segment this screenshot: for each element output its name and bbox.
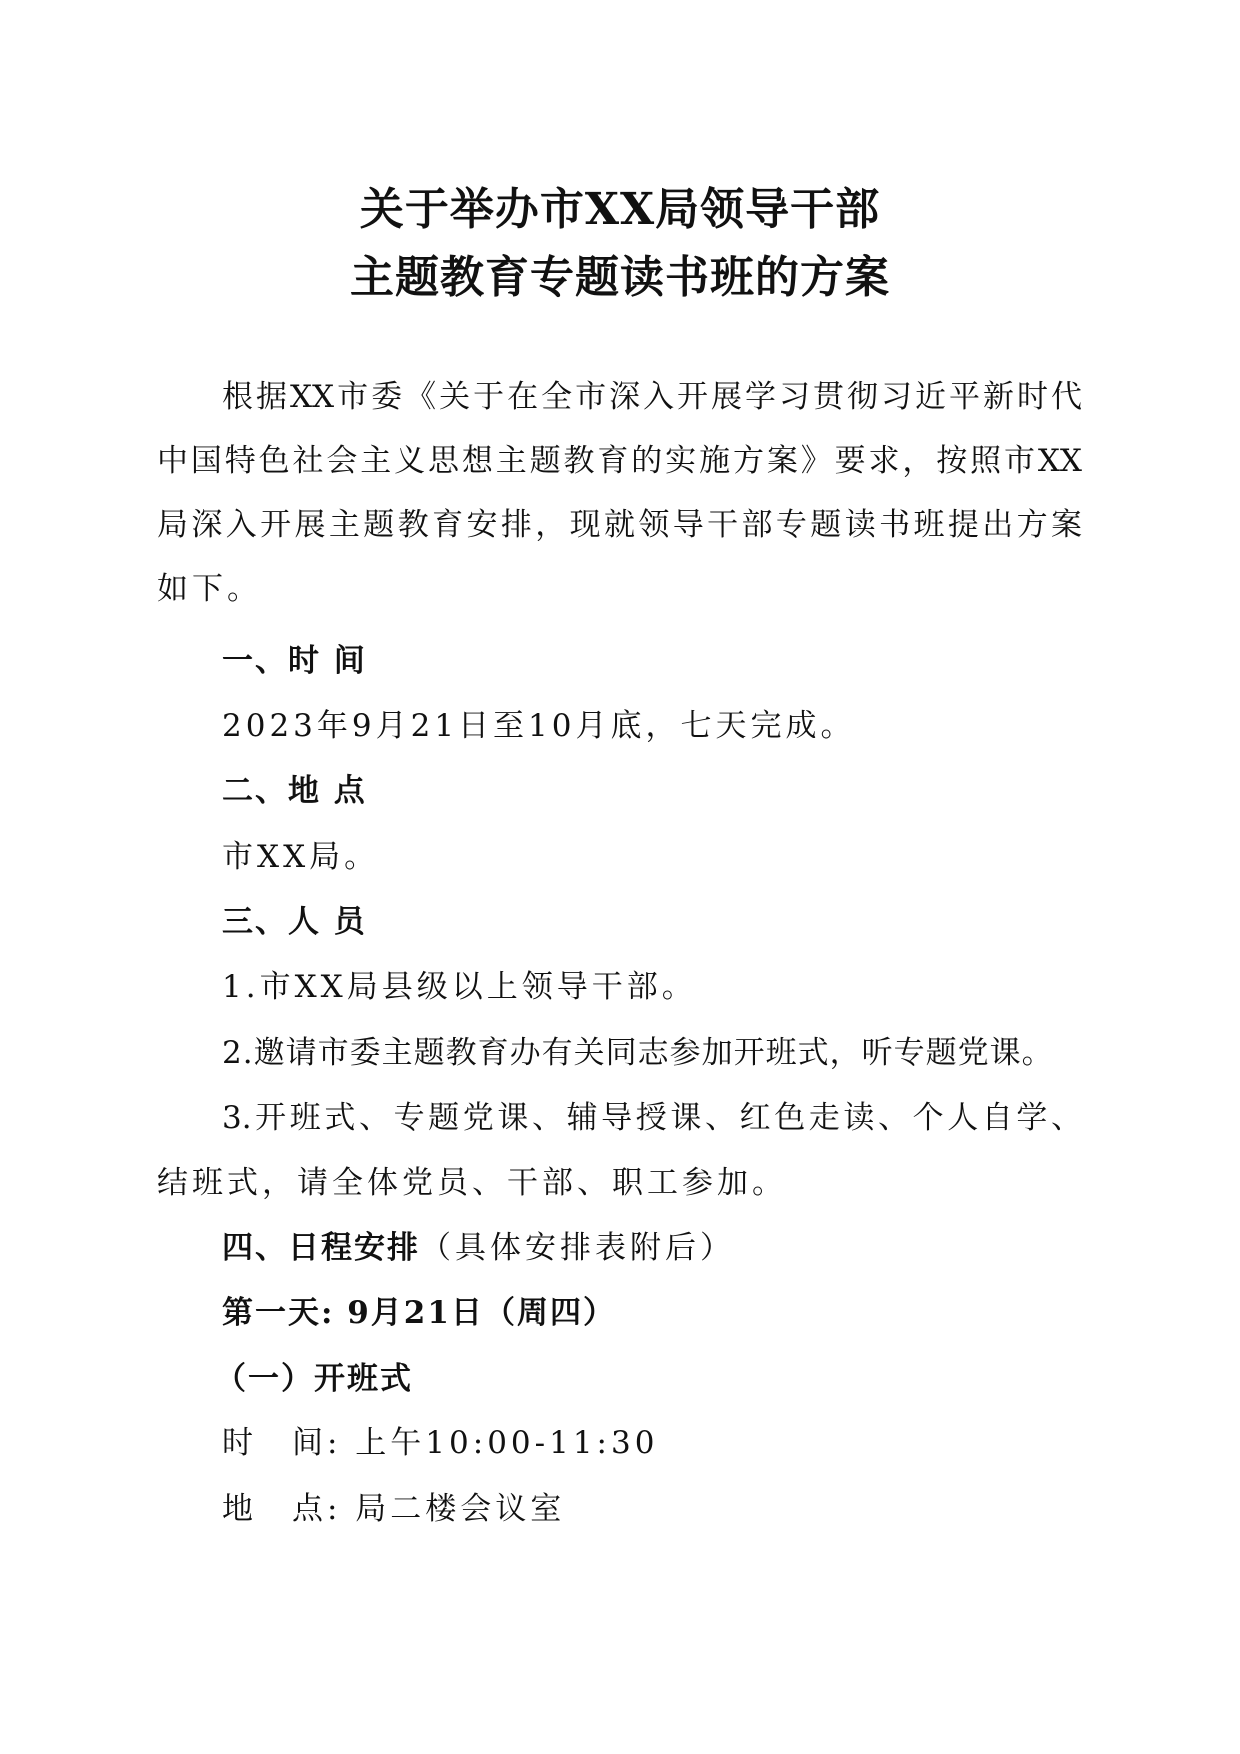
opening-ceremony-time: 时 间: 上午10:00-11:30 (222, 1425, 659, 1461)
personnel-item-3-line-2: 结班式，请全体党员、干部、职工参加。 (157, 1165, 787, 1201)
section-content-place: 市XX局。 (222, 839, 380, 875)
intro-paragraph-line-3: 局深入开展主题教育安排，现就领导干部专题读书班提出方案 (157, 507, 1082, 543)
opening-ceremony-place: 地 点: 局二楼会议室 (222, 1491, 566, 1527)
intro-paragraph-line-1: 根据XX市委《关于在全市深入开展学习贯彻习近平新时代 (222, 379, 1082, 415)
schedule-day-1: 第一天: 9月21日（周四） (222, 1295, 616, 1331)
schedule-opening-ceremony-heading: （一）开班式 (215, 1361, 413, 1397)
section-heading-personnel: 三、人 员 (222, 904, 367, 940)
intro-paragraph-line-4: 如下。 (157, 571, 262, 607)
section-heading-time: 一、时 间 (222, 643, 367, 679)
personnel-item-2: 2.邀请市委主题教育办有关同志参加开班式，听专题党课。 (222, 1035, 1054, 1071)
section-content-time: 2023年9月21日至10月底，七天完成。 (222, 708, 856, 744)
schedule-heading-note: （具体安排表附后） (420, 1230, 735, 1266)
section-heading-place: 二、地 点 (222, 773, 367, 809)
personnel-item-1: 1.市XX局县级以上领导干部。 (222, 969, 697, 1005)
intro-paragraph-line-2: 中国特色社会主义思想主题教育的实施方案》要求，按照市XX (157, 443, 1082, 479)
personnel-item-3-line-1: 3.开班式、专题党课、辅导授课、红色走读、个人自学、 (222, 1100, 1082, 1136)
document-title-line-1: 关于举办市XX局领导干部 (359, 184, 881, 235)
section-heading-schedule: 四、日程安排（具体安排表附后） (222, 1230, 735, 1266)
document-title-line-2: 主题教育专题读书班的方案 (350, 252, 890, 303)
